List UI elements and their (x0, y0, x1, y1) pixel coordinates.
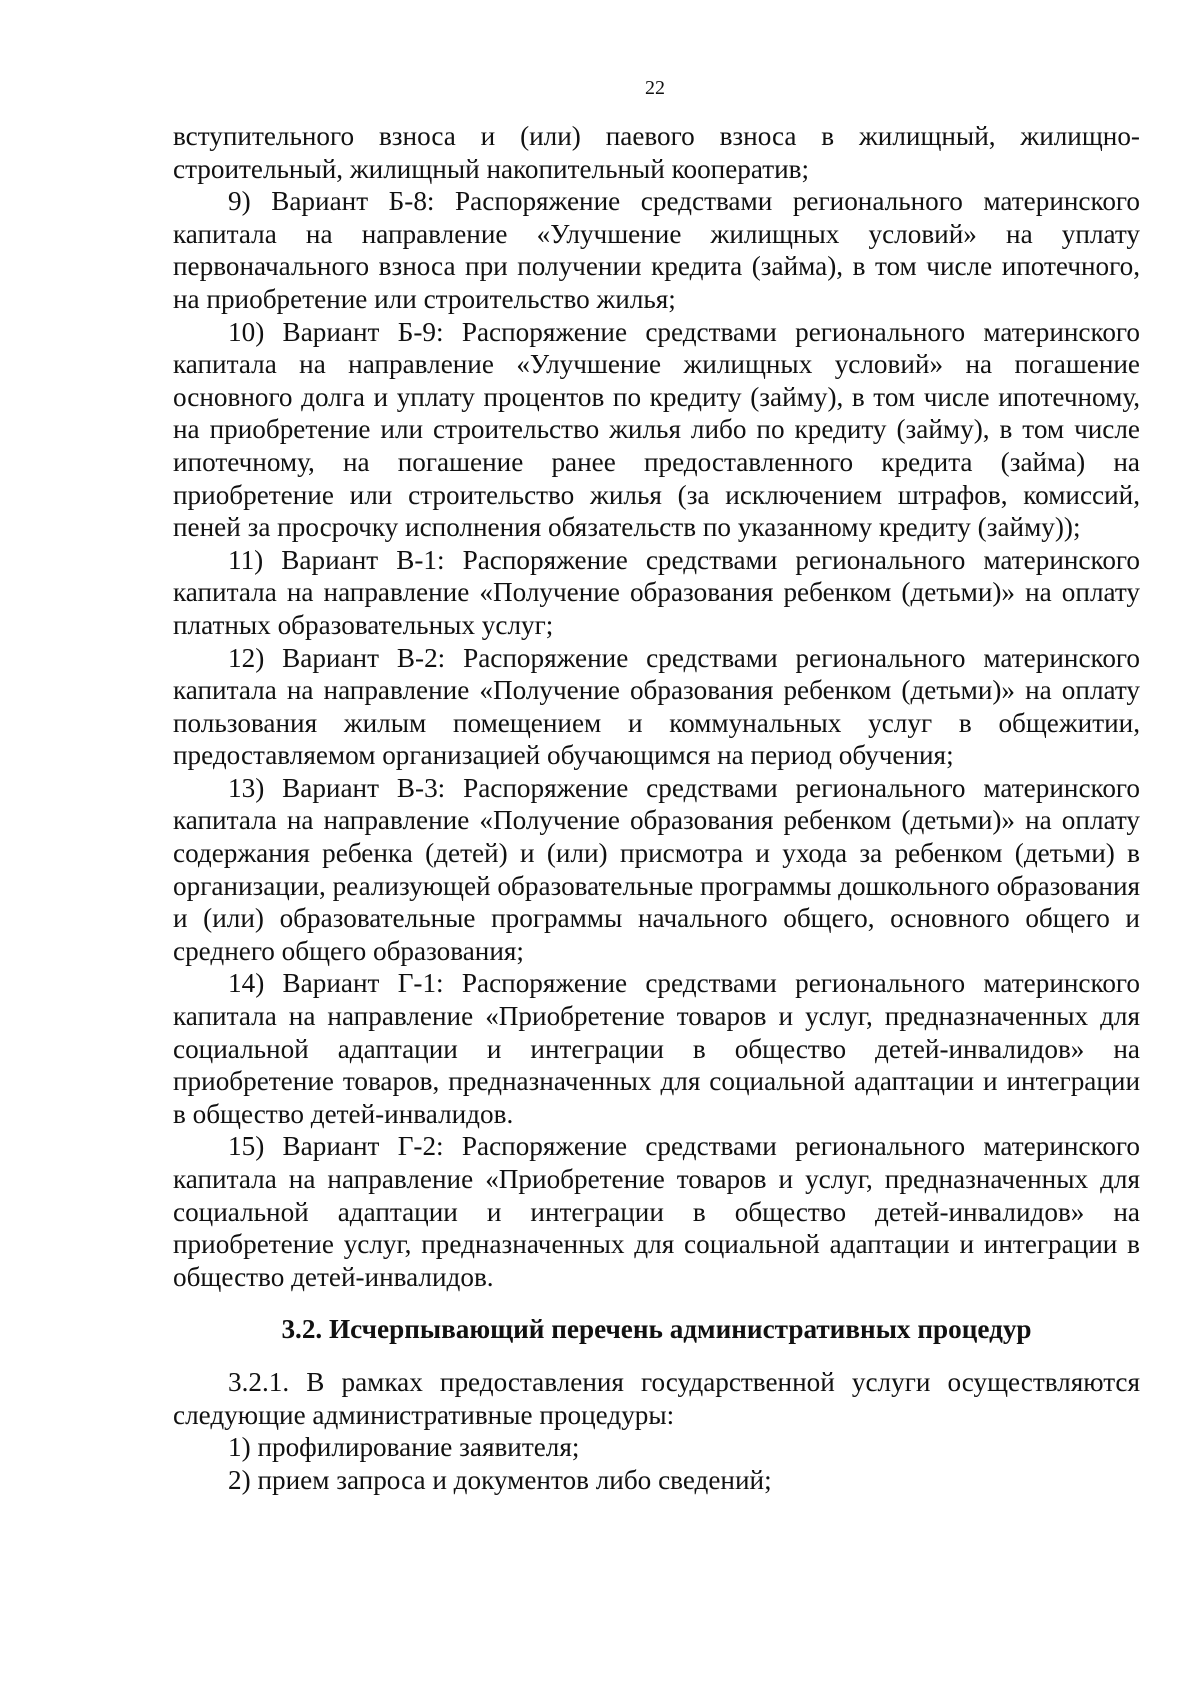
page-number: 22 (645, 77, 665, 99)
list-item-12: 12) Вариант В-2: Распоряжение средствами регионального материнского капитала на направление «Получение образования ребенком (детьми)» на оплату пользования жилым помещением и коммунальных услуг в общежитии, предоставляемом организацией обучающимся на период обучения; (173, 642, 1140, 771)
list-item-13: 13) Вариант В-3: Распоряжение средствами регионального материнского капитала на направление «Получение образования ребенком (детьми)» на оплату содержания ребенка (детей) и (или) присмотра и ухода за ребенком (детьми) в организации, реализующей образовательные программы дошкольного образования и (или) образовательные программы начального общего, основного общего и среднего общего образования; (173, 772, 1140, 966)
procedure-item-1: 1) профилирование заявителя; (228, 1432, 580, 1463)
list-item-10: 10) Вариант Б-9: Распоряжение средствами регионального материнского капитала на направление «Улучшение жилищных условий» на погашение основного долга и уплату процентов по кредиту (займу), в том числе ипотечному, на приобретение или строительство жилья либо по кредиту (займу), в том числе ипотечному, на погашение ранее предоставленного кредита (займа) на приобретение или строительство жилья (за исключением штрафов, комиссий, пеней за просрочку исполнения обязательств по указанному кредиту (займу)); (173, 316, 1140, 543)
list-item-15: 15) Вариант Г-2: Распоряжение средствами регионального материнского капитала на направление «Приобретение товаров и услуг, предназначенных для социальной адаптации и интеграции в общество детей-инвалидов» на приобретение услуг, предназначенных для социальной адаптации и интеграции в общество детей-инвалидов. (173, 1131, 1140, 1292)
list-item-14: 14) Вариант Г-1: Распоряжение средствами регионального материнского капитала на направление «Приобретение товаров и услуг, предназначенных для социальной адаптации и интеграции в общество детей-инвалидов» на приобретение товаров, предназначенных для социальной адаптации и интеграции в общество детей-инвалидов. (173, 968, 1140, 1129)
paragraph-continuation: вступительного взноса и (или) паевого взноса в жилищный, жилищно-строительный, жилищный накопительный кооператив; (173, 121, 1140, 184)
document-body (173, 120, 1140, 1496)
list-item-11: 11) Вариант В-1: Распоряжение средствами регионального материнского капитала на направление «Получение образования ребенком (детьми)» на оплату платных образовательных услуг; (173, 544, 1140, 640)
list-item-9: 9) Вариант Б-8: Распоряжение средствами регионального материнского капитала на направление «Улучшение жилищных условий» на уплату первоначального взноса при получении кредита (займа), в том числе ипотечного, на приобретение или строительство жилья; (173, 186, 1140, 314)
section-heading: 3.2. Исчерпывающий перечень административных процедур (281, 1314, 1032, 1345)
procedure-item-2: 2) прием запроса и документов либо сведений; (228, 1464, 772, 1495)
section-paragraph: 3.2.1. В рамках предоставления государственной услуги осуществляются следующие административные процедуры: (173, 1366, 1140, 1430)
